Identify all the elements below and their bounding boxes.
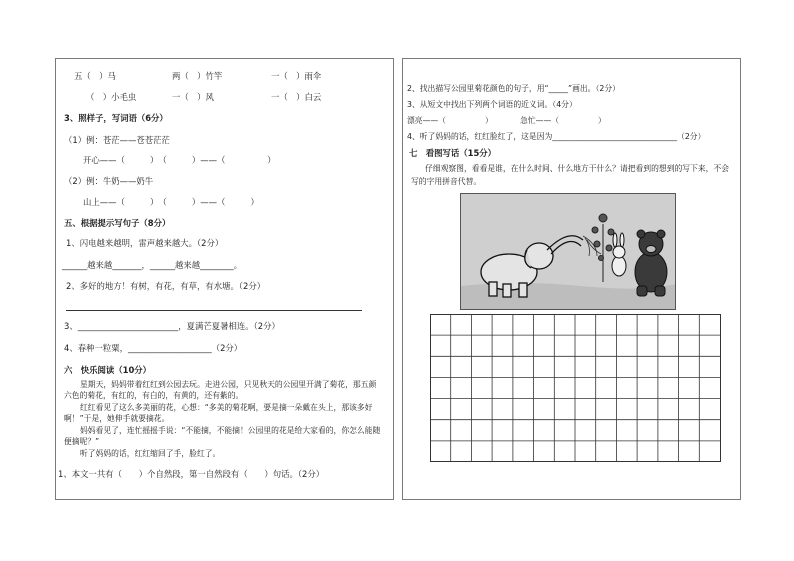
writing-grid-lines bbox=[430, 314, 721, 462]
word-item: 一（ ）风 bbox=[172, 92, 214, 102]
question: 4、听了妈妈的话，红红脸红了，这是因为________________________________（2分） bbox=[407, 132, 706, 141]
question: 2、找出描写公园里菊花颜色的句子，用“_____”画出。（2分） bbox=[407, 84, 620, 93]
word-item: 两（ ）竹竿 bbox=[172, 71, 223, 81]
reading-paragraph: 妈妈看见了，连忙摇摇手说：“不能摘，不能摘！公园里的花是给大家看的，你怎么能随便摘呢？” bbox=[64, 426, 381, 446]
answer-line: ______越来越_______，______越来越________。 bbox=[62, 260, 243, 270]
word-item: （ ）小毛虫 bbox=[86, 92, 137, 102]
bear-figure bbox=[635, 230, 667, 296]
section-title: 六 快乐阅读（10分） bbox=[64, 365, 152, 375]
instructions: 仔细观察图，看看是谁，在什么时间、什么地方干什么？请把看到的想到的写下来，不会写的字用拼音代替。 bbox=[411, 164, 730, 186]
example: （1）例：苍茫——苍苍茫茫 bbox=[64, 135, 170, 145]
right-page bbox=[402, 58, 741, 500]
reading-paragraph: 红红看见了这么多美丽的花，心想：“多美的菊花啊，要是摘一朵戴在头上，那该多好啊！”于是，她伸手就要摘花。 bbox=[64, 403, 373, 423]
writing-grid bbox=[430, 314, 721, 462]
section-title: 3、照样子，写词语（6分） bbox=[64, 113, 168, 123]
reading-paragraph: 星期天，妈妈带着红红到公园去玩。走进公园，只见秋天的公园里开满了菊花，那五颜六色的菊花，有红的，有白的，有黄的，还有紫的。 bbox=[64, 380, 377, 400]
left-page bbox=[55, 58, 394, 500]
section-title: 七 看图写话（15分） bbox=[409, 148, 497, 158]
question: 3、________________________，夏满芒夏暑相连。（2分） bbox=[64, 321, 280, 331]
section-title: 五、根据提示写句子（8分） bbox=[64, 218, 171, 228]
picture-illustration bbox=[460, 193, 676, 310]
question: 3、从短文中找出下列两个词语的近义词。（4分） bbox=[407, 100, 577, 109]
word-item: 五（ ）马 bbox=[74, 71, 116, 81]
answer-blank bbox=[66, 310, 362, 311]
question-line: 开心——（ ） （ ）——（ ） bbox=[83, 155, 276, 165]
example: （2）例：牛奶——奶牛 bbox=[64, 176, 154, 186]
question-line: 山上——（ ） （ ）——（ ） bbox=[83, 197, 259, 207]
question: 4、春种一粒粟，____________________（2分） bbox=[64, 343, 243, 353]
word-item: 一（ ）雨伞 bbox=[271, 71, 322, 81]
question: 1、闪电越来越明，雷声越来越大。（2分） bbox=[66, 238, 224, 248]
reading-paragraph: 听了妈妈的话，红红缩回了手，脸红了。 bbox=[80, 449, 221, 458]
question: 1、本文一共有（ ）个自然段，第一自然段有（ ）句话。（2分） bbox=[58, 469, 325, 479]
question: 2、多好的地方！有树，有花，有草，有水塘。（2分） bbox=[66, 281, 266, 291]
answer-line: 漂亮——（ ） 急忙——（ ） bbox=[407, 116, 606, 125]
word-item: 一（ ）白云 bbox=[271, 92, 322, 102]
cartoon-picture bbox=[461, 194, 676, 310]
